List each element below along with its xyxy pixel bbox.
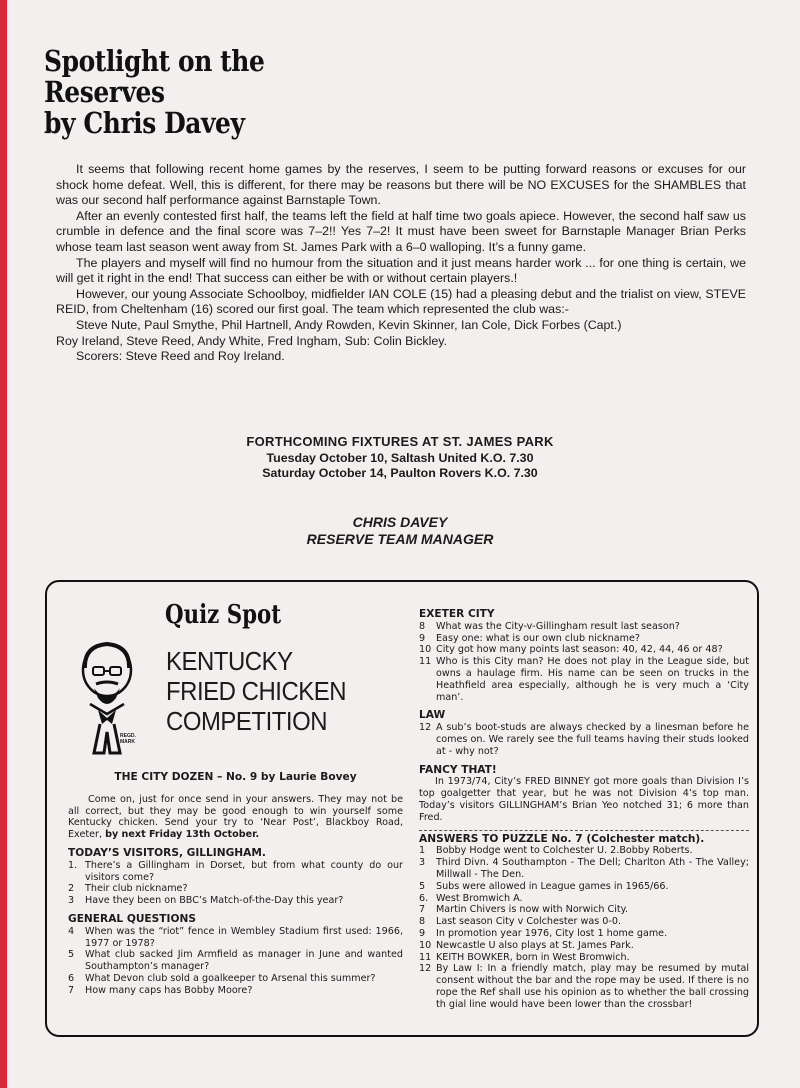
dashed-divider [419, 830, 749, 831]
page-title-line2: by Chris Davey [44, 106, 245, 140]
question-item: 3 Have they been on BBC’s Match-of-the-Day this year? [68, 895, 344, 907]
question-item: 10 City got how many points last season: 40, 42, 44, 46 or 48? [419, 644, 723, 656]
answer-item: 12 By Law I: In a friendly match, play may be resumed by mutal consent without the bar and the rope may be used. If there is no rope the Ref shall use his opinion as to whether the ball crossing th gial line would have been lower than the crossbar! [419, 963, 749, 1010]
question-item: 8 What was the City-v-Gillingham result last season? [419, 620, 680, 632]
sponsor-name: KENTUCKY FRIED CHICKEN COMPETITION [166, 646, 347, 736]
exeter-heading: EXETER CITY [419, 608, 495, 620]
team-line-1: Steve Nute, Paul Smythe, Phil Hartnell, Andy Rowden, Kevin Skinner, Ian Cole, Dick Forbes (Capt.) [76, 317, 622, 332]
article-paragraph: After an evenly contested first half, the teams left the field at half time two goals apiece. However, the second half saw us crumble in defence and the final score was 7–2!! Yes 7–2! It must have been sweet for Barnstaple Manager Brian Perks whose team last season went away from St. James Park with a 6–0 walloping. It’s a funny game. [56, 208, 746, 254]
question-item: 7 How many caps has Bobby Moore? [68, 984, 253, 996]
question-item: 4 When was the “riot” fence in Wembley Stadium first used: 1966, 1977 or 1978? [68, 925, 403, 949]
answer-item: 11 KEITH BOWKER, born in West Bromwich. [419, 951, 630, 963]
quiz-left-column [68, 772, 403, 997]
fixtures-heading: FORTHCOMING FIXTURES AT ST. JAMES PARK [246, 434, 554, 449]
question-item: 11 Who is this City man? He does not play in the League side, but owns a haulage firm. His name can be seen on trucks in the Heathfield area especially, although he is very much a ‘City man’. [419, 656, 749, 703]
quiz-right-column [419, 609, 749, 1011]
visitors-heading: TODAY’S VISITORS, GILLINGHAM. [68, 846, 266, 859]
scorers-line: Scorers: Steve Reed and Roy Ireland. [76, 349, 285, 364]
answer-item: 3 Third Divn. 4 Southampton - The Dell; Charlton Ath - The Valley; Millwall - The Den. [419, 857, 749, 880]
page-title [44, 46, 388, 139]
quiz-title: Quiz Spot [165, 600, 282, 630]
answer-item: 6. West Bromwich A. [419, 892, 523, 904]
question-item: 5 What club sacked Jim Armfield as manager in June and wanted Southampton’s manager? [68, 949, 403, 973]
signature-role: RESERVE TEAM MANAGER [306, 531, 494, 547]
answer-item: 10 Newcastle U also plays at St. James Park. [419, 939, 634, 951]
fixture-line-1: Tuesday October 10, Saltash United K.O. 7.30 [266, 451, 534, 465]
fixtures-block [180, 434, 620, 481]
quiz-intro: Come on, just for once send in your answers. They may not be all correct, but they may be good enough to win yourself some Kentucky chicken. Send your try to ‘Near Post’, Blackboy Road, Exeter, by next Friday 13th October. [68, 793, 403, 841]
question-item: 6 What Devon club sold a goalkeeper to Arsenal this summer? [68, 972, 376, 984]
answer-item: 1 Bobby Hodge went to Colchester U. 2.Bobby Roberts. [419, 845, 693, 857]
page-title-line1: Spotlight on the Reserves [44, 44, 265, 109]
reserves-article [56, 162, 746, 365]
team-line-2: Roy Ireland, Steve Reed, Andy White, Fred Ingham, Sub: Colin Bickley. [56, 333, 447, 348]
signature-name: CHRIS DAVEY [352, 514, 448, 530]
answer-item: 9 In promotion year 1976, City lost 1 home game. [419, 927, 668, 939]
article-paragraph: However, our young Associate Schoolboy, midfielder IAN COLE (15) had a pleasing debut and the trialist on view, STEVE REID, from Cheltenham (16) scored our first goal. The team which represented the club was:- [56, 286, 746, 317]
fixture-line-2: Saturday October 14, Paulton Rovers K.O. 7.30 [262, 466, 538, 480]
question-item: 12 A sub’s boot-studs are always checked by a linesman before he comes on. We rarely see the full teams having their studs looked at - why not? [419, 722, 749, 757]
signature-block [220, 514, 580, 548]
registered-mark: REGD. MARK [120, 733, 136, 745]
general-heading: GENERAL QUESTIONS [68, 912, 196, 925]
page-edge-stripe [0, 0, 7, 1088]
dozen-heading: THE CITY DOZEN – No. 9 by Laurie Bovey [114, 771, 357, 783]
question-item: 9 Easy one: what is our own club nickname? [419, 632, 640, 644]
article-paragraph: The players and myself will find no humour from the situation and it just means harder work ... for one thing is certain, we will get it right in the end! That success can either be with or without certain players.! [56, 255, 746, 286]
fancy-heading: FANCY THAT! [419, 763, 497, 776]
answer-item: 8 Last season City v Colchester was 0-0. [419, 916, 622, 928]
law-heading: LAW [419, 709, 446, 722]
answers-heading: ANSWERS TO PUZZLE No. 7 (Colchester match). [419, 832, 705, 845]
answer-item: 7 Martin Chivers is now with Norwich City. [419, 904, 629, 916]
fancy-text: In 1973/74, City’s FRED BINNEY got more goals than Division I’s top goalgetter that year, but he was not Division 4’s top man. Today’s visitors GILLINGHAM’s Brian Yeo notched 31; 6 more than Fred. [419, 776, 749, 823]
question-item: 1. There’s a Gillingham in Dorset, but from what county do our visitors come? [68, 859, 403, 883]
question-item: 2 Their club nickname? [68, 883, 188, 895]
article-paragraph: It seems that following recent home games by the reserves, I seem to be putting forward reasons or excuses for our shock home defeat. Well, this is different, for there may be reasons but there will be NO EXCUSES for the SHAMBLES that was our second half performance against Barnstaple Town. [56, 162, 746, 208]
answer-item: 5 Subs were allowed in League games in 1965/66. [419, 880, 669, 892]
bleed-through-heading [505, 78, 521, 128]
